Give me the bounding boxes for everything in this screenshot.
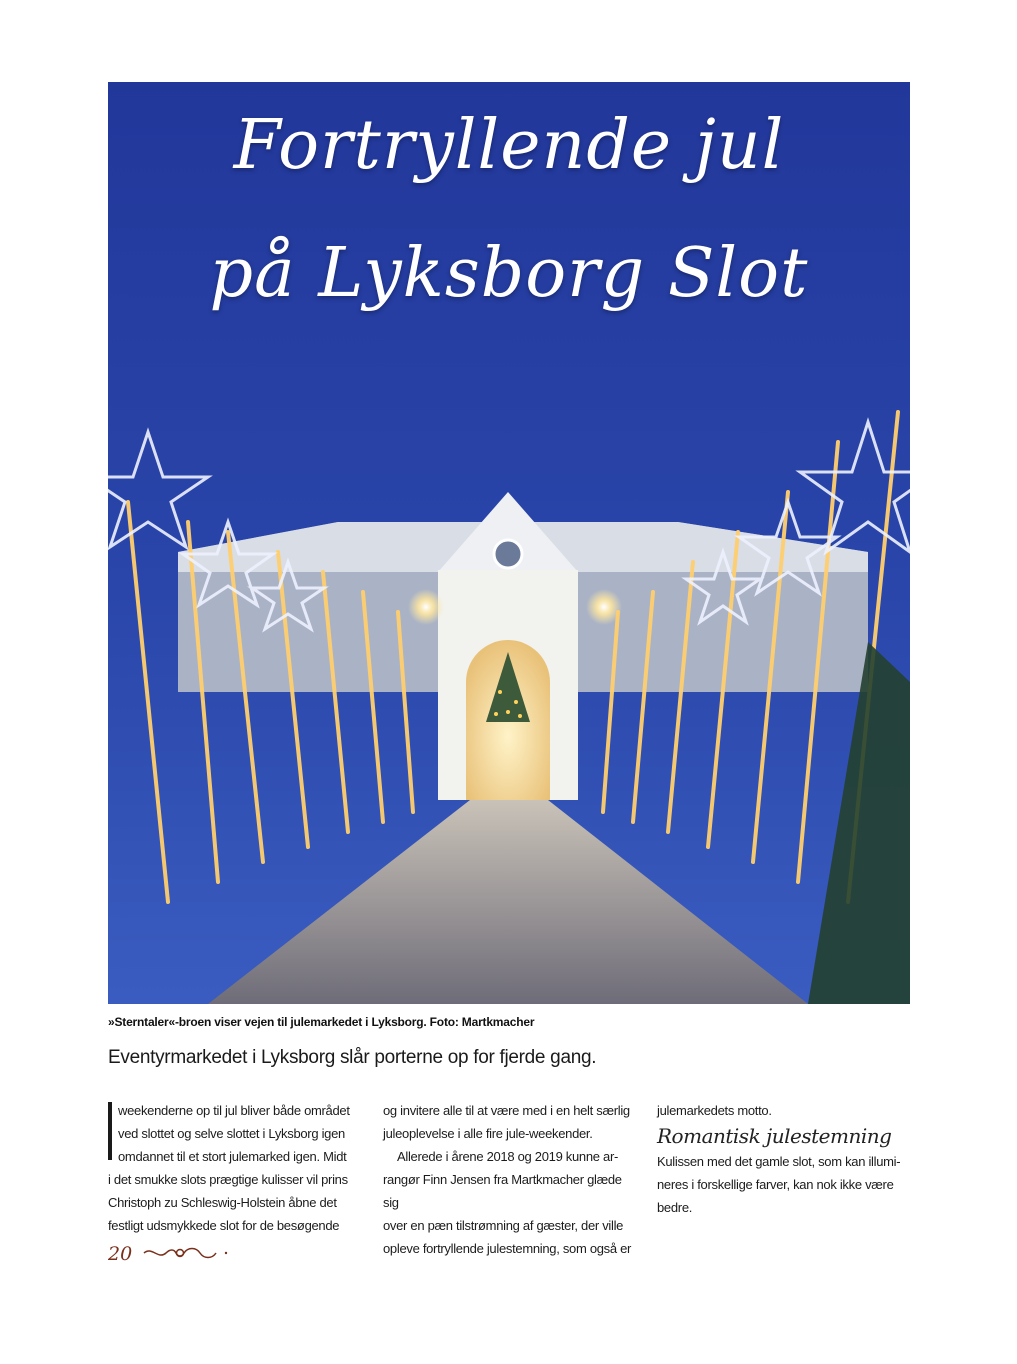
body-line: juleoplevelse i alle fire jule-weekender.	[383, 1126, 593, 1141]
body-line: over en pæn tilstrømning af gæster, der ville	[383, 1218, 624, 1233]
body-line: festligt udsmykkede slot for de besøgende	[108, 1218, 340, 1233]
body-line: ved slottet og selve slottet i Lyksborg igen	[118, 1126, 345, 1141]
body-line: opleve fortryllende julestemning, som også er	[383, 1241, 632, 1256]
ornament-icon	[142, 1244, 232, 1262]
title-line-1: Fortryllende jul	[233, 106, 785, 185]
title-line-2: på Lyksborg Slot	[209, 234, 809, 313]
cover-photo	[108, 82, 910, 1004]
body-line: Kulissen med det gamle slot, som kan illumi-	[657, 1154, 901, 1169]
body-line: julemarkedets motto.	[657, 1103, 772, 1118]
body-line: weekenderne op til jul bliver både området	[118, 1103, 350, 1118]
body-line: neres i forskellige farver, kan nok ikke være	[657, 1177, 894, 1192]
body-line: Christoph zu Schleswig-Holstein åbne det	[108, 1195, 337, 1210]
subheading: Romantisk julestemning	[657, 1124, 892, 1148]
column-3	[657, 1099, 909, 1219]
lead-paragraph: Eventyrmarkedet i Lyksborg slår porterne op for fjerde gang.	[108, 1047, 597, 1068]
body-line: bedre.	[657, 1200, 693, 1215]
column-1	[108, 1099, 360, 1237]
body-line: i det smukke slots prægtige kulisser vil prins	[108, 1172, 348, 1187]
page-number: 20	[108, 1243, 133, 1265]
column-2	[383, 1099, 635, 1260]
body-line: og invitere alle til at være med i en helt særlig	[383, 1103, 630, 1118]
body-line: Allerede i årene 2018 og 2019 kunne ar-	[397, 1149, 619, 1164]
body-line: rangør Finn Jensen fra Martkmacher glæde sig	[383, 1172, 622, 1210]
photo-caption: »Sterntaler«-broen viser vejen til julemarkedet i Lyksborg. Foto: Martkmacher	[108, 1015, 535, 1029]
body-line: omdannet til et stort julemarked igen. Midt	[118, 1149, 347, 1164]
